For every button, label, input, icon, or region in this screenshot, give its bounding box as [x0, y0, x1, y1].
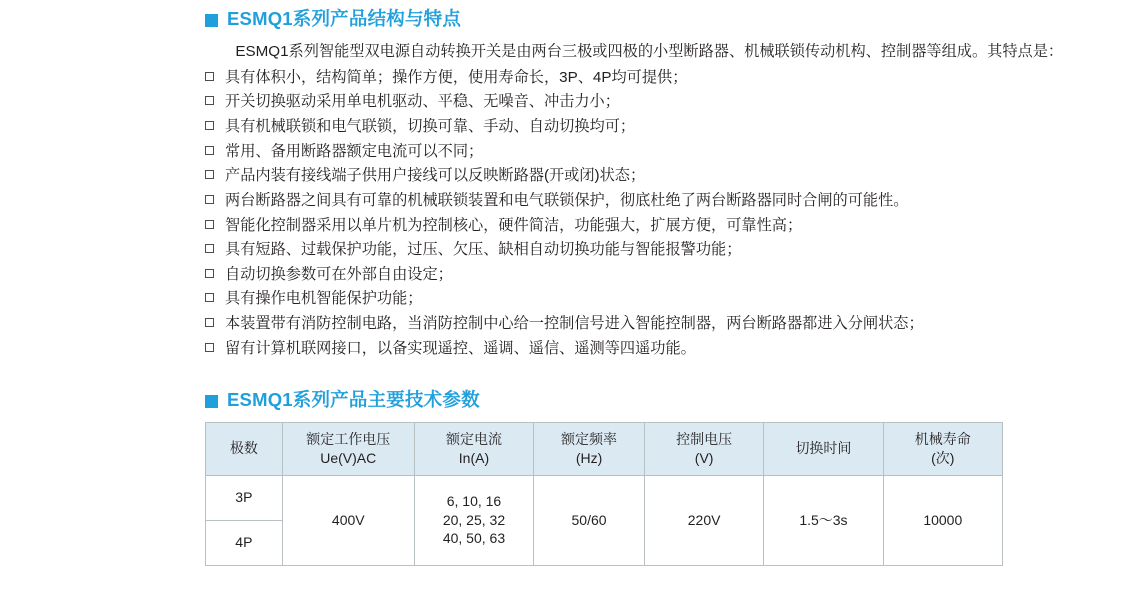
cell-rated-current	[414, 475, 533, 565]
cell-poles: 4P	[206, 520, 283, 565]
header-line-1: 切换时间	[795, 440, 852, 457]
header-line-2: Ue(V)AC	[320, 449, 377, 466]
checkbox-icon	[205, 343, 214, 352]
cell-mechanical-life: 10000	[883, 475, 1002, 565]
header-line-2: (V)	[694, 449, 714, 466]
header-line-2: (Hz)	[575, 449, 603, 466]
list-item	[205, 164, 1075, 189]
section-title-specs: ESMQ1系列产品主要技术参数	[227, 389, 480, 411]
table-header-cell	[282, 422, 414, 475]
checkbox-icon	[205, 121, 214, 130]
checkbox-icon	[205, 318, 214, 327]
square-marker-icon	[205, 14, 218, 27]
checkbox-icon	[205, 220, 214, 229]
list-item-text: 本装置带有消防控制电路，当消防控制中心给一控制信号进入智能控制器，两台断路器都进入分闸状态；	[225, 315, 924, 333]
checkbox-icon	[205, 244, 214, 253]
specifications-table	[205, 422, 1003, 566]
list-item	[205, 189, 1075, 214]
checkbox-icon	[205, 96, 214, 105]
cell-control-voltage: 220V	[644, 475, 763, 565]
list-item	[205, 214, 1075, 239]
list-item	[205, 263, 1075, 288]
table-header-cell	[534, 422, 645, 475]
list-item-text: 两台断路器之间具有可靠的机械联锁装置和电气联锁保护，彻底杜绝了两台断路器同时合闸的可能性。	[225, 191, 909, 209]
list-item-text: 开关切换驱动采用单电机驱动、平稳、无噪音、冲击力小；	[225, 93, 620, 111]
checkbox-icon	[205, 72, 214, 81]
document-content	[205, 8, 1075, 566]
list-item	[205, 337, 1075, 362]
header-line-1: 额定工作电压	[306, 430, 391, 447]
list-item	[205, 287, 1075, 312]
cell-poles: 3P	[206, 475, 283, 520]
checkbox-icon	[205, 293, 214, 302]
list-item	[205, 115, 1075, 140]
cell-rated-voltage: 400V	[282, 475, 414, 565]
table-row	[206, 475, 1003, 520]
checkbox-icon	[205, 195, 214, 204]
list-item	[205, 238, 1075, 263]
square-marker-icon	[205, 395, 218, 408]
features-list	[205, 66, 1075, 362]
list-item-text: 具有体积小，结构简单；操作方便，使用寿命长，3P、4P均可提供；	[225, 68, 688, 86]
header-line-1: 额定频率	[561, 430, 618, 447]
list-item	[205, 140, 1075, 165]
table-header-cell	[764, 422, 883, 475]
cell-frequency: 50/60	[534, 475, 645, 565]
header-line-2: In(A)	[458, 449, 490, 466]
list-item-text: 自动切换参数可在外部自由设定；	[225, 265, 453, 283]
list-item-text: 智能化控制器采用以单片机为控制核心，硬件简洁，功能强大，扩展方便，可靠性高；	[225, 216, 803, 234]
section-title-features: ESMQ1系列产品结构与特点	[227, 8, 462, 29]
current-line-2: 20, 25, 32	[442, 511, 506, 528]
checkbox-icon	[205, 269, 214, 278]
checkbox-icon	[205, 146, 214, 155]
list-item-text: 具有短路、过载保护功能，过压、欠压、缺相自动切换功能与智能报警功能；	[225, 241, 742, 259]
header-line-1: 机械寿命	[914, 430, 971, 447]
header-line-1: 极数	[229, 440, 258, 457]
table-header-cell	[206, 422, 283, 475]
list-item-text: 产品内装有接线端子供用户接线可以反映断路器(开或闭)状态；	[225, 167, 646, 185]
list-item	[205, 66, 1075, 91]
table-header-cell	[883, 422, 1002, 475]
current-line-3: 40, 50, 63	[442, 530, 506, 547]
header-line-2: (次)	[931, 449, 955, 466]
section-heading-specs	[205, 389, 1075, 411]
section-heading-features	[205, 8, 1075, 30]
list-item-text: 常用、备用断路器额定电流可以不同；	[225, 142, 484, 160]
list-item-text: 具有机械联锁和电气联锁，切换可靠、手动、自动切换均可；	[225, 118, 636, 136]
table-header-cell	[414, 422, 533, 475]
list-item-text: 留有计算机联网接口，以备实现遥控、遥调、遥信、遥测等四遥功能。	[225, 339, 696, 357]
table-header-cell	[644, 422, 763, 475]
table-header-row	[206, 422, 1003, 475]
list-item	[205, 90, 1075, 115]
header-line-1: 控制电压	[676, 430, 733, 447]
list-item	[205, 312, 1075, 337]
list-item-text: 具有操作电机智能保护功能；	[225, 290, 423, 308]
cell-switch-time: 1.5～3s	[764, 475, 883, 565]
current-line-1: 6, 10, 16	[446, 492, 502, 509]
checkbox-icon	[205, 170, 214, 179]
features-intro-paragraph: ESMQ1系列智能型双电源自动转换开关是由两台三极或四极的小型断路器、机械联锁传动机构、控制器等组成。其特点是：	[235, 43, 1064, 61]
header-line-1: 额定电流	[445, 430, 502, 447]
